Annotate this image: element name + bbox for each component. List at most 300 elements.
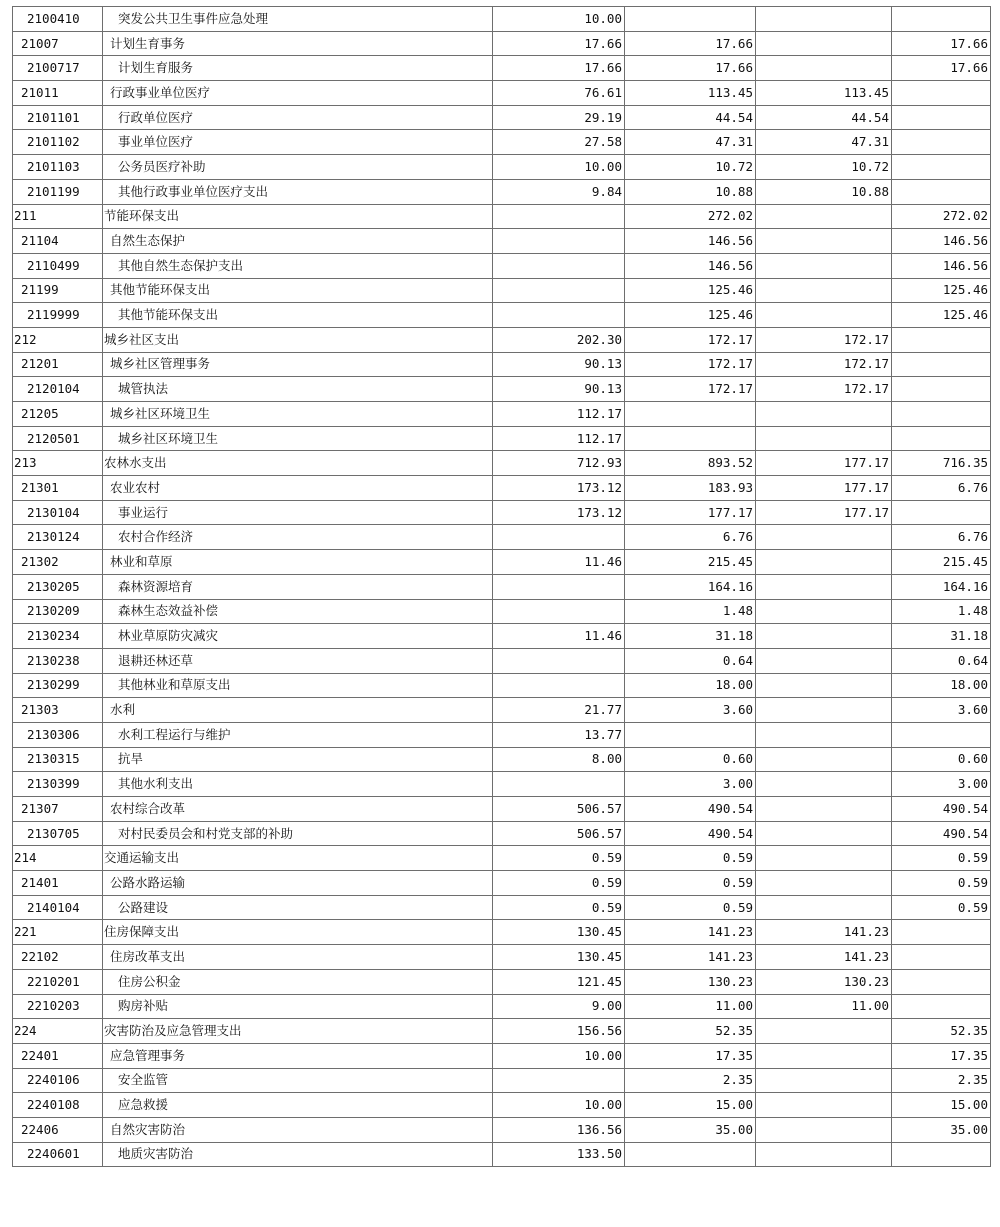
cell-amount-3: 177.17 — [756, 500, 892, 525]
cell-amount-2: 10.72 — [625, 155, 756, 180]
cell-amount-2: 3.00 — [625, 772, 756, 797]
cell-amount-1 — [493, 1068, 625, 1093]
cell-amount-3: 47.31 — [756, 130, 892, 155]
cell-function-name: 灾害防治及应急管理支出 — [103, 1019, 493, 1044]
cell-amount-4: 18.00 — [892, 673, 991, 698]
cell-function-name: 城管执法 — [103, 377, 493, 402]
table-row — [13, 722, 991, 747]
cell-function-name: 森林生态效益补偿 — [103, 599, 493, 624]
cell-amount-3 — [756, 525, 892, 550]
cell-function-code: 2101199 — [13, 179, 103, 204]
cell-amount-1: 9.00 — [493, 994, 625, 1019]
cell-amount-4: 146.56 — [892, 253, 991, 278]
cell-amount-3 — [756, 797, 892, 822]
cell-amount-4: 17.66 — [892, 31, 991, 56]
cell-amount-3: 177.17 — [756, 451, 892, 476]
table-row — [13, 81, 991, 106]
cell-amount-1: 112.17 — [493, 402, 625, 427]
cell-amount-1 — [493, 303, 625, 328]
cell-function-code: 2130234 — [13, 624, 103, 649]
cell-amount-4: 1.48 — [892, 599, 991, 624]
cell-amount-3: 11.00 — [756, 994, 892, 1019]
cell-amount-3 — [756, 895, 892, 920]
cell-amount-2: 490.54 — [625, 797, 756, 822]
table-row — [13, 352, 991, 377]
cell-function-name: 交通运输支出 — [103, 846, 493, 871]
cell-amount-3 — [756, 56, 892, 81]
table-row — [13, 105, 991, 130]
cell-amount-1: 10.00 — [493, 155, 625, 180]
cell-function-code: 21199 — [13, 278, 103, 303]
cell-function-name: 城乡社区支出 — [103, 327, 493, 352]
cell-amount-3 — [756, 204, 892, 229]
cell-amount-3 — [756, 229, 892, 254]
cell-amount-1 — [493, 278, 625, 303]
cell-function-name: 住房改革支出 — [103, 945, 493, 970]
table-row — [13, 920, 991, 945]
table-row — [13, 550, 991, 575]
cell-amount-4: 125.46 — [892, 278, 991, 303]
cell-function-name: 城乡社区环境卫生 — [103, 402, 493, 427]
cell-function-name: 公务员医疗补助 — [103, 155, 493, 180]
cell-function-code: 2110499 — [13, 253, 103, 278]
cell-amount-4 — [892, 130, 991, 155]
cell-amount-4: 0.59 — [892, 871, 991, 896]
cell-amount-2 — [625, 7, 756, 32]
cell-amount-3 — [756, 1019, 892, 1044]
cell-function-code: 224 — [13, 1019, 103, 1044]
cell-amount-2: 10.88 — [625, 179, 756, 204]
cell-function-code: 2240108 — [13, 1093, 103, 1118]
table-row — [13, 698, 991, 723]
cell-amount-2: 893.52 — [625, 451, 756, 476]
cell-amount-1 — [493, 648, 625, 673]
cell-amount-2: 130.23 — [625, 969, 756, 994]
cell-amount-4 — [892, 945, 991, 970]
cell-function-code: 21401 — [13, 871, 103, 896]
cell-amount-2: 1.48 — [625, 599, 756, 624]
cell-amount-3: 172.17 — [756, 327, 892, 352]
cell-function-name: 其他行政事业单位医疗支出 — [103, 179, 493, 204]
cell-amount-4: 17.66 — [892, 56, 991, 81]
cell-amount-4: 215.45 — [892, 550, 991, 575]
cell-amount-2: 15.00 — [625, 1093, 756, 1118]
cell-amount-3 — [756, 871, 892, 896]
cell-amount-2 — [625, 722, 756, 747]
cell-amount-1: 173.12 — [493, 500, 625, 525]
cell-amount-4: 52.35 — [892, 1019, 991, 1044]
cell-function-code: 2119999 — [13, 303, 103, 328]
table-row — [13, 772, 991, 797]
cell-function-name: 突发公共卫生事件应急处理 — [103, 7, 493, 32]
cell-function-code: 21007 — [13, 31, 103, 56]
cell-function-name: 自然灾害防治 — [103, 1117, 493, 1142]
cell-function-name: 水利 — [103, 698, 493, 723]
cell-function-name: 农村合作经济 — [103, 525, 493, 550]
cell-function-name: 其他水利支出 — [103, 772, 493, 797]
cell-amount-2: 0.64 — [625, 648, 756, 673]
cell-amount-3 — [756, 747, 892, 772]
cell-amount-4: 0.64 — [892, 648, 991, 673]
cell-amount-3 — [756, 648, 892, 673]
cell-function-name: 安全监管 — [103, 1068, 493, 1093]
table-row — [13, 1117, 991, 1142]
table-row — [13, 303, 991, 328]
cell-function-code: 2130399 — [13, 772, 103, 797]
cell-amount-1 — [493, 204, 625, 229]
cell-amount-1: 0.59 — [493, 895, 625, 920]
cell-amount-3 — [756, 1068, 892, 1093]
cell-function-code: 2240601 — [13, 1142, 103, 1167]
cell-amount-3 — [756, 253, 892, 278]
cell-amount-4 — [892, 1142, 991, 1167]
cell-amount-3 — [756, 7, 892, 32]
table-row — [13, 624, 991, 649]
cell-function-code: 2130205 — [13, 574, 103, 599]
cell-function-code: 2130209 — [13, 599, 103, 624]
cell-amount-2: 183.93 — [625, 476, 756, 501]
table-row — [13, 1142, 991, 1167]
table-row — [13, 1093, 991, 1118]
cell-amount-2: 0.59 — [625, 871, 756, 896]
cell-amount-4: 272.02 — [892, 204, 991, 229]
cell-amount-1: 156.56 — [493, 1019, 625, 1044]
cell-amount-3 — [756, 1043, 892, 1068]
cell-function-name: 对村民委员会和村党支部的补助 — [103, 821, 493, 846]
cell-function-name: 行政单位医疗 — [103, 105, 493, 130]
cell-function-name: 自然生态保护 — [103, 229, 493, 254]
cell-function-code: 21302 — [13, 550, 103, 575]
cell-amount-1: 13.77 — [493, 722, 625, 747]
cell-amount-1: 506.57 — [493, 797, 625, 822]
cell-amount-1: 17.66 — [493, 56, 625, 81]
cell-amount-2: 0.59 — [625, 846, 756, 871]
cell-amount-3 — [756, 574, 892, 599]
cell-function-name: 农村综合改革 — [103, 797, 493, 822]
cell-function-name: 购房补贴 — [103, 994, 493, 1019]
cell-amount-2: 272.02 — [625, 204, 756, 229]
cell-amount-2: 18.00 — [625, 673, 756, 698]
cell-amount-3: 113.45 — [756, 81, 892, 106]
table-row — [13, 1019, 991, 1044]
cell-function-code: 221 — [13, 920, 103, 945]
cell-amount-4 — [892, 105, 991, 130]
cell-amount-1: 21.77 — [493, 698, 625, 723]
cell-amount-4: 3.60 — [892, 698, 991, 723]
cell-function-code: 2210201 — [13, 969, 103, 994]
cell-amount-3: 10.72 — [756, 155, 892, 180]
cell-amount-4: 0.59 — [892, 895, 991, 920]
cell-amount-3 — [756, 1093, 892, 1118]
table-row — [13, 130, 991, 155]
cell-function-name: 其他节能环保支出 — [103, 278, 493, 303]
cell-amount-4: 125.46 — [892, 303, 991, 328]
cell-amount-4: 6.76 — [892, 525, 991, 550]
table-row — [13, 846, 991, 871]
table-row — [13, 377, 991, 402]
cell-function-name: 应急救援 — [103, 1093, 493, 1118]
cell-amount-2: 44.54 — [625, 105, 756, 130]
cell-amount-2: 0.59 — [625, 895, 756, 920]
cell-function-name: 森林资源培育 — [103, 574, 493, 599]
cell-amount-1: 0.59 — [493, 871, 625, 896]
cell-amount-4 — [892, 327, 991, 352]
budget-expenditure-table — [12, 6, 991, 1167]
cell-amount-3: 141.23 — [756, 920, 892, 945]
cell-amount-3 — [756, 772, 892, 797]
cell-amount-1: 133.50 — [493, 1142, 625, 1167]
table-row — [13, 797, 991, 822]
table-row — [13, 871, 991, 896]
cell-function-name: 行政事业单位医疗 — [103, 81, 493, 106]
cell-function-code: 2210203 — [13, 994, 103, 1019]
table-row — [13, 278, 991, 303]
cell-amount-2: 11.00 — [625, 994, 756, 1019]
cell-amount-3 — [756, 278, 892, 303]
cell-function-name: 农林水支出 — [103, 451, 493, 476]
cell-amount-1 — [493, 599, 625, 624]
cell-amount-4: 17.35 — [892, 1043, 991, 1068]
cell-function-name: 事业单位医疗 — [103, 130, 493, 155]
cell-amount-1: 0.59 — [493, 846, 625, 871]
cell-amount-1: 130.45 — [493, 920, 625, 945]
cell-amount-3: 141.23 — [756, 945, 892, 970]
cell-function-code: 21205 — [13, 402, 103, 427]
cell-function-code: 2120501 — [13, 426, 103, 451]
cell-function-code: 22406 — [13, 1117, 103, 1142]
cell-function-code: 21011 — [13, 81, 103, 106]
cell-amount-3 — [756, 550, 892, 575]
table-row — [13, 648, 991, 673]
cell-function-code: 2101102 — [13, 130, 103, 155]
cell-function-name: 应急管理事务 — [103, 1043, 493, 1068]
cell-amount-4: 0.59 — [892, 846, 991, 871]
cell-amount-2: 17.66 — [625, 31, 756, 56]
cell-amount-1 — [493, 253, 625, 278]
cell-function-name: 城乡社区管理事务 — [103, 352, 493, 377]
cell-amount-4: 2.35 — [892, 1068, 991, 1093]
table-row — [13, 253, 991, 278]
cell-function-name: 水利工程运行与维护 — [103, 722, 493, 747]
cell-amount-4 — [892, 994, 991, 1019]
cell-amount-3: 130.23 — [756, 969, 892, 994]
cell-amount-2: 2.35 — [625, 1068, 756, 1093]
cell-amount-2: 0.60 — [625, 747, 756, 772]
cell-amount-3: 172.17 — [756, 352, 892, 377]
cell-amount-4 — [892, 352, 991, 377]
cell-amount-2: 177.17 — [625, 500, 756, 525]
cell-amount-3 — [756, 599, 892, 624]
cell-amount-2: 6.76 — [625, 525, 756, 550]
table-row — [13, 204, 991, 229]
cell-function-name: 其他自然生态保护支出 — [103, 253, 493, 278]
cell-amount-4 — [892, 7, 991, 32]
cell-amount-2: 31.18 — [625, 624, 756, 649]
cell-amount-2: 3.60 — [625, 698, 756, 723]
cell-amount-1 — [493, 574, 625, 599]
table-row — [13, 56, 991, 81]
cell-amount-1: 506.57 — [493, 821, 625, 846]
cell-function-code: 21104 — [13, 229, 103, 254]
cell-amount-1: 90.13 — [493, 352, 625, 377]
cell-function-name: 节能环保支出 — [103, 204, 493, 229]
cell-amount-1: 10.00 — [493, 1043, 625, 1068]
table-row — [13, 945, 991, 970]
cell-amount-1: 130.45 — [493, 945, 625, 970]
table-row — [13, 599, 991, 624]
cell-amount-1: 136.56 — [493, 1117, 625, 1142]
cell-function-name: 住房保障支出 — [103, 920, 493, 945]
cell-amount-4 — [892, 920, 991, 945]
cell-amount-1: 112.17 — [493, 426, 625, 451]
cell-function-code: 21301 — [13, 476, 103, 501]
table-row — [13, 451, 991, 476]
cell-function-code: 2130315 — [13, 747, 103, 772]
cell-amount-3 — [756, 303, 892, 328]
cell-amount-1: 173.12 — [493, 476, 625, 501]
cell-function-code: 2100410 — [13, 7, 103, 32]
cell-amount-3: 10.88 — [756, 179, 892, 204]
cell-amount-4 — [892, 81, 991, 106]
cell-amount-1: 11.46 — [493, 550, 625, 575]
table-row — [13, 747, 991, 772]
cell-function-code: 2240106 — [13, 1068, 103, 1093]
cell-amount-1: 10.00 — [493, 7, 625, 32]
cell-amount-4: 716.35 — [892, 451, 991, 476]
cell-amount-3 — [756, 624, 892, 649]
table-row — [13, 994, 991, 1019]
cell-function-code: 212 — [13, 327, 103, 352]
cell-amount-1: 17.66 — [493, 31, 625, 56]
cell-amount-2: 17.35 — [625, 1043, 756, 1068]
table-row — [13, 179, 991, 204]
cell-amount-4: 6.76 — [892, 476, 991, 501]
cell-amount-2 — [625, 426, 756, 451]
cell-amount-4 — [892, 155, 991, 180]
cell-function-code: 21303 — [13, 698, 103, 723]
cell-amount-1: 90.13 — [493, 377, 625, 402]
cell-amount-4 — [892, 722, 991, 747]
cell-amount-1: 76.61 — [493, 81, 625, 106]
table-row — [13, 426, 991, 451]
table-row — [13, 673, 991, 698]
cell-amount-4 — [892, 426, 991, 451]
cell-amount-3 — [756, 1117, 892, 1142]
cell-function-name: 林业草原防灾减灾 — [103, 624, 493, 649]
table-row — [13, 525, 991, 550]
cell-amount-3 — [756, 402, 892, 427]
cell-amount-2: 17.66 — [625, 56, 756, 81]
cell-amount-3 — [756, 846, 892, 871]
cell-function-name: 地质灾害防治 — [103, 1142, 493, 1167]
cell-amount-1: 10.00 — [493, 1093, 625, 1118]
table-row — [13, 969, 991, 994]
cell-amount-2 — [625, 402, 756, 427]
cell-amount-4: 146.56 — [892, 229, 991, 254]
cell-function-code: 2101103 — [13, 155, 103, 180]
table-row — [13, 1068, 991, 1093]
cell-amount-4 — [892, 377, 991, 402]
cell-amount-1: 29.19 — [493, 105, 625, 130]
cell-function-name: 退耕还林还草 — [103, 648, 493, 673]
cell-function-code: 2130124 — [13, 525, 103, 550]
cell-amount-1 — [493, 772, 625, 797]
cell-amount-1 — [493, 525, 625, 550]
cell-amount-2: 164.16 — [625, 574, 756, 599]
cell-amount-3 — [756, 821, 892, 846]
cell-function-code: 2130238 — [13, 648, 103, 673]
cell-amount-2: 141.23 — [625, 945, 756, 970]
cell-amount-4: 490.54 — [892, 797, 991, 822]
cell-function-name: 其他节能环保支出 — [103, 303, 493, 328]
cell-amount-2: 141.23 — [625, 920, 756, 945]
cell-amount-3 — [756, 31, 892, 56]
cell-function-code: 22102 — [13, 945, 103, 970]
cell-function-code: 2130306 — [13, 722, 103, 747]
cell-function-code: 2130104 — [13, 500, 103, 525]
cell-function-code: 2130705 — [13, 821, 103, 846]
table-row — [13, 1043, 991, 1068]
cell-function-name: 事业运行 — [103, 500, 493, 525]
cell-function-code: 211 — [13, 204, 103, 229]
table-row — [13, 476, 991, 501]
table-row — [13, 7, 991, 32]
cell-amount-4: 15.00 — [892, 1093, 991, 1118]
cell-amount-1: 9.84 — [493, 179, 625, 204]
cell-amount-4 — [892, 500, 991, 525]
cell-amount-4: 3.00 — [892, 772, 991, 797]
cell-amount-4: 0.60 — [892, 747, 991, 772]
cell-amount-1: 8.00 — [493, 747, 625, 772]
cell-amount-2: 113.45 — [625, 81, 756, 106]
cell-amount-2: 172.17 — [625, 327, 756, 352]
table-row — [13, 895, 991, 920]
cell-function-name: 住房公积金 — [103, 969, 493, 994]
cell-function-name: 城乡社区环境卫生 — [103, 426, 493, 451]
cell-amount-1: 27.58 — [493, 130, 625, 155]
cell-function-code: 21201 — [13, 352, 103, 377]
cell-function-name: 农业农村 — [103, 476, 493, 501]
cell-amount-2 — [625, 1142, 756, 1167]
cell-function-code: 21307 — [13, 797, 103, 822]
cell-amount-1 — [493, 673, 625, 698]
cell-amount-4 — [892, 402, 991, 427]
cell-amount-2: 35.00 — [625, 1117, 756, 1142]
cell-function-code: 214 — [13, 846, 103, 871]
cell-amount-3 — [756, 722, 892, 747]
table-row — [13, 500, 991, 525]
cell-amount-4: 164.16 — [892, 574, 991, 599]
table-row — [13, 327, 991, 352]
cell-amount-2: 490.54 — [625, 821, 756, 846]
cell-amount-4 — [892, 969, 991, 994]
cell-amount-3 — [756, 673, 892, 698]
cell-function-code: 213 — [13, 451, 103, 476]
cell-function-name: 公路水路运输 — [103, 871, 493, 896]
cell-amount-1: 202.30 — [493, 327, 625, 352]
cell-amount-3: 44.54 — [756, 105, 892, 130]
cell-amount-2: 52.35 — [625, 1019, 756, 1044]
cell-amount-1: 121.45 — [493, 969, 625, 994]
cell-amount-2: 172.17 — [625, 352, 756, 377]
cell-amount-3: 177.17 — [756, 476, 892, 501]
table-row — [13, 821, 991, 846]
cell-amount-2: 215.45 — [625, 550, 756, 575]
cell-function-code: 2140104 — [13, 895, 103, 920]
cell-amount-1: 712.93 — [493, 451, 625, 476]
cell-function-code: 2120104 — [13, 377, 103, 402]
cell-function-name: 抗旱 — [103, 747, 493, 772]
